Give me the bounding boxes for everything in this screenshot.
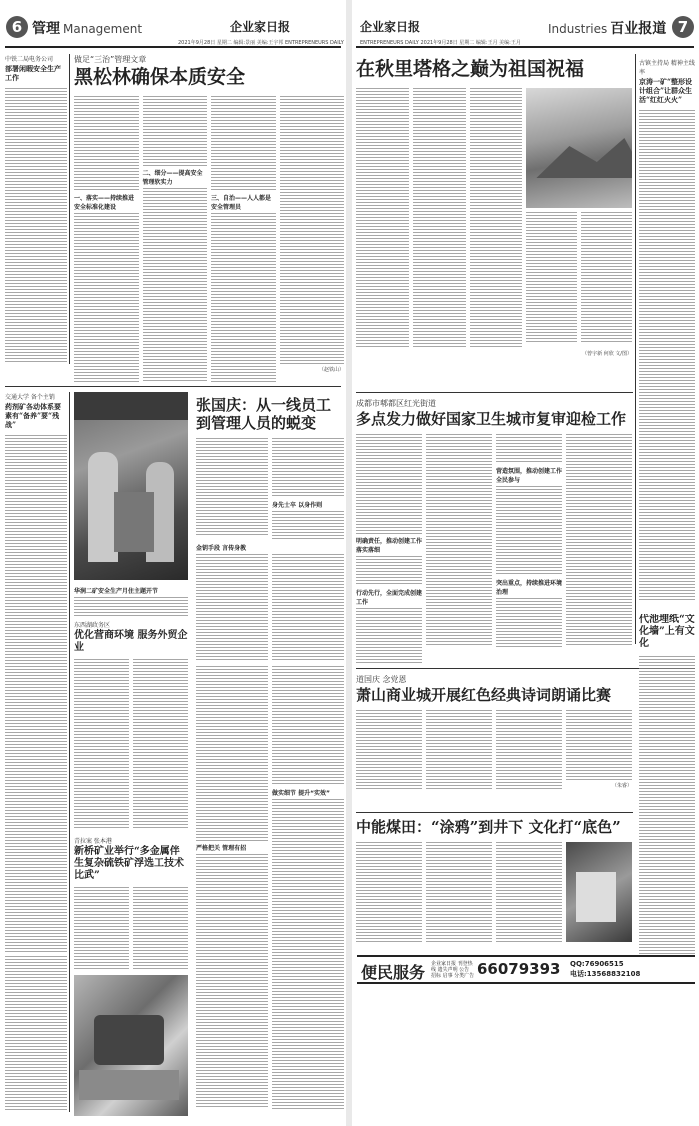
a3-body-text xyxy=(5,435,67,952)
article-b2 xyxy=(639,58,695,608)
a2-subhead-3: 三、自治——人人都是安全管理员 xyxy=(211,195,272,211)
a1-body-text xyxy=(5,88,67,364)
a2-kicker: 做足“三治”管理文章 xyxy=(74,55,147,64)
mountain-photo xyxy=(526,88,632,208)
a2-byline: （赵铁山） xyxy=(318,367,344,373)
a5-caption: 华润二矿安全生产月住主题开节 xyxy=(74,588,159,595)
ad-tel: 电话:13568832108 xyxy=(570,970,641,978)
a2-subhead-1: 一、落实——持续推进安全标准化建设 xyxy=(74,195,135,211)
article-b6 xyxy=(356,818,632,953)
a4-subhead-1: 身先士卒 以身作则 xyxy=(272,502,323,509)
b5-title: 萧山商业城开展红色经典诗词朗诵比赛 xyxy=(356,686,612,704)
right-page-number: 7 xyxy=(672,16,694,38)
b3-subhead-4: 突出重点，持续推进环境治理 xyxy=(496,580,563,596)
a7-kicker: 青拉案 张本港 xyxy=(74,838,112,845)
column-divider xyxy=(635,54,636,644)
right-section-en: Industries xyxy=(548,22,608,36)
horizontal-rule xyxy=(5,386,341,387)
a4-subhead-4: 做实细节 提升“实效” xyxy=(272,790,330,797)
a1-title: 部署闲暇安全生产工作 xyxy=(5,64,61,82)
b2-body-text xyxy=(639,110,695,600)
training-photo xyxy=(74,392,188,580)
b3-subhead-2: 明确责任，推动创建工作落实落细 xyxy=(356,538,423,554)
mine-mural-photo xyxy=(566,842,632,942)
ad-phone: 66079393 xyxy=(477,960,561,978)
ad-note: 企业家日报 刊登热线 遗失声明 公告 招标 启事 分类广告 xyxy=(431,961,475,979)
a4-title: 张国庆：从一线员工到管理人员的蜕变 xyxy=(196,396,332,432)
right-section-title xyxy=(548,18,666,38)
article-a7 xyxy=(74,836,188,971)
horizontal-rule xyxy=(356,392,633,393)
factory-photo xyxy=(74,975,188,1116)
right-newspaper-page xyxy=(352,0,699,1126)
a3-kicker: 交通大学 备个主销 xyxy=(5,394,55,401)
b5-byline: （朱睿） xyxy=(611,783,632,789)
a5-caption-box xyxy=(74,584,188,616)
article-b3 xyxy=(356,398,632,663)
article-a6 xyxy=(74,620,188,830)
article-a3 xyxy=(5,392,67,952)
a2-title: 黑松林确保本质安全 xyxy=(74,66,246,88)
a6-kicker: 东西湖政务区 xyxy=(74,622,111,629)
article-a2 xyxy=(74,54,344,384)
article-b1 xyxy=(356,58,632,388)
b2-title: 京涛一矿“整形设计组合”让群众生活“红红火火” xyxy=(639,77,693,104)
a2-subhead-2: 二、细分——提高安全管理软实力 xyxy=(142,170,203,186)
a6-title: 优化营商环境 服务外贸企业 xyxy=(74,630,188,653)
b2-kicker: 古镇主持局 精神主线率 xyxy=(639,60,695,76)
left-page-number: 6 xyxy=(6,16,28,38)
left-masthead: 企业家日报 xyxy=(230,20,291,34)
right-section-cn: 百业报道 xyxy=(610,21,667,37)
left-section-en: Management xyxy=(63,22,143,36)
b3-subhead-1: 营造氛围，推动创建工作全民参与 xyxy=(496,468,563,484)
b6-title: 中能煤田：“涂鸦”到井下 文化打“底色” xyxy=(356,818,621,836)
a4-subhead-3: 严格把关 管理有招 xyxy=(196,845,247,852)
column-divider xyxy=(69,392,70,1112)
b4-title: 代池埋纸“文化墙”上有文化 xyxy=(639,614,695,649)
a7-title: 新桥矿业举行“多金属伴生复杂硫铁矿浮选工技术比武” xyxy=(74,846,184,881)
b3-subhead-3: 行动先行，全面完成创建工作 xyxy=(356,590,423,606)
b4-body-text xyxy=(639,656,695,954)
left-section-title xyxy=(32,18,142,38)
b1-title: 在秋里塔格之巅为祖国祝福 xyxy=(356,58,585,80)
b5-kicker: 道国庆 念党恩 xyxy=(356,675,407,684)
a3-body-cont xyxy=(5,956,67,1116)
article-a1 xyxy=(5,54,67,364)
left-dateline: 2021年9月28日 星期二 编辑:景丽 美编:王宇邦 ENTREPRENEURS DAILY xyxy=(178,40,344,46)
ad-title: 便民服务 xyxy=(361,963,426,982)
a1-kicker: 中铁二局电务公司 xyxy=(5,56,54,63)
column-divider xyxy=(69,54,70,364)
horizontal-rule xyxy=(356,812,633,813)
article-b5 xyxy=(356,674,632,809)
right-masthead: 企业家日报 xyxy=(360,20,421,34)
ad-qq: QQ:76906515 xyxy=(570,960,624,968)
left-section-cn: 管理 xyxy=(32,21,60,37)
b3-title: 多点发力做好国家卫生城市复审迎检工作 xyxy=(356,410,627,428)
b1-byline: （曾宇新 何欣 文/图） xyxy=(582,351,632,357)
a4-subhead-2: 金钥手段 言传身教 xyxy=(196,545,247,552)
article-a4 xyxy=(196,396,344,661)
left-newspaper-page xyxy=(0,0,346,1126)
classified-ad-banner xyxy=(357,955,695,984)
blank-footer-area xyxy=(356,984,695,1124)
article-b4 xyxy=(639,614,695,954)
a3-title: 药剂矿各动体系要素有“备养”要“残战” xyxy=(5,402,61,429)
right-dateline: ENTREPRENEURS DAILY 2021年9月28日 星期二 编辑:王月 美编:王月 xyxy=(360,40,521,46)
b3-kicker: 成都市郫都区红光街道 xyxy=(356,399,436,408)
article-a4-cont xyxy=(196,666,344,1116)
